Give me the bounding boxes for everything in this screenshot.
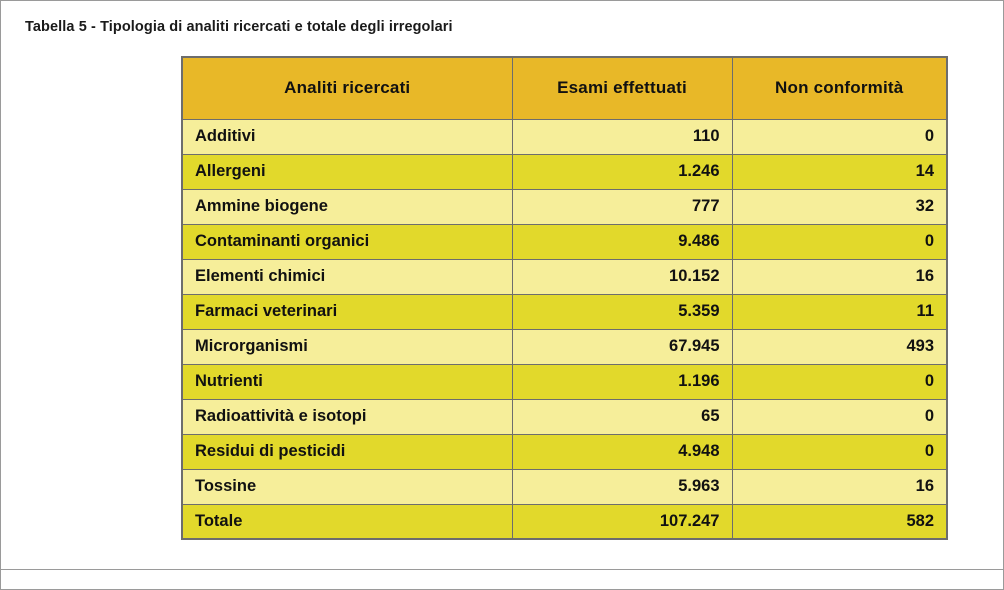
cell-exams: 10.152 — [512, 259, 732, 294]
cell-analyte: Microrganismi — [182, 329, 512, 364]
cell-exams: 777 — [512, 189, 732, 224]
cell-analyte: Nutrienti — [182, 364, 512, 399]
cell-nonconformity: 0 — [732, 434, 947, 469]
table-row — [182, 154, 947, 189]
cell-analyte: Additivi — [182, 119, 512, 154]
column-header-analyte: Analiti ricercati — [182, 57, 512, 119]
table-row — [182, 364, 947, 399]
table-row — [182, 294, 947, 329]
cell-analyte: Farmaci veterinari — [182, 294, 512, 329]
cell-exams: 5.963 — [512, 469, 732, 504]
table-container — [181, 56, 948, 540]
cell-exams: 4.948 — [512, 434, 732, 469]
cell-analyte: Ammine biogene — [182, 189, 512, 224]
cell-nonconformity: 16 — [732, 259, 947, 294]
table-row — [182, 189, 947, 224]
cell-nonconformity: 0 — [732, 119, 947, 154]
cell-exams: 67.945 — [512, 329, 732, 364]
cell-nonconformity: 0 — [732, 224, 947, 259]
table-body — [182, 119, 947, 539]
table-caption: Tabella 5 - Tipologia di analiti ricercati e totale degli irregolari — [25, 19, 453, 35]
cell-exams: 65 — [512, 399, 732, 434]
cell-nonconformity: 0 — [732, 364, 947, 399]
table-row — [182, 259, 947, 294]
table-row — [182, 434, 947, 469]
cell-analyte: Allergeni — [182, 154, 512, 189]
cell-analyte: Contaminanti organici — [182, 224, 512, 259]
cell-nonconformity: 14 — [732, 154, 947, 189]
cell-exams: 110 — [512, 119, 732, 154]
table-row — [182, 119, 947, 154]
cell-total-nonconformity: 582 — [732, 504, 947, 539]
cell-exams: 1.246 — [512, 154, 732, 189]
table-header-row — [182, 57, 947, 119]
table-header — [182, 57, 947, 119]
column-header-exams: Esami effettuati — [512, 57, 732, 119]
analytes-table — [181, 56, 948, 540]
cell-exams: 1.196 — [512, 364, 732, 399]
page-divider — [1, 569, 1003, 570]
cell-nonconformity: 32 — [732, 189, 947, 224]
cell-total-label: Totale — [182, 504, 512, 539]
table-row — [182, 329, 947, 364]
cell-nonconformity: 11 — [732, 294, 947, 329]
cell-exams: 9.486 — [512, 224, 732, 259]
column-header-nonconformity: Non conformità — [732, 57, 947, 119]
cell-nonconformity: 493 — [732, 329, 947, 364]
table-row — [182, 224, 947, 259]
table-row — [182, 399, 947, 434]
cell-nonconformity: 16 — [732, 469, 947, 504]
cell-analyte: Residui di pesticidi — [182, 434, 512, 469]
cell-analyte: Elementi chimici — [182, 259, 512, 294]
cell-analyte: Tossine — [182, 469, 512, 504]
cell-analyte: Radioattività e isotopi — [182, 399, 512, 434]
table-row — [182, 469, 947, 504]
cell-nonconformity: 0 — [732, 399, 947, 434]
cell-exams: 5.359 — [512, 294, 732, 329]
table-total-row — [182, 504, 947, 539]
cell-total-exams: 107.247 — [512, 504, 732, 539]
